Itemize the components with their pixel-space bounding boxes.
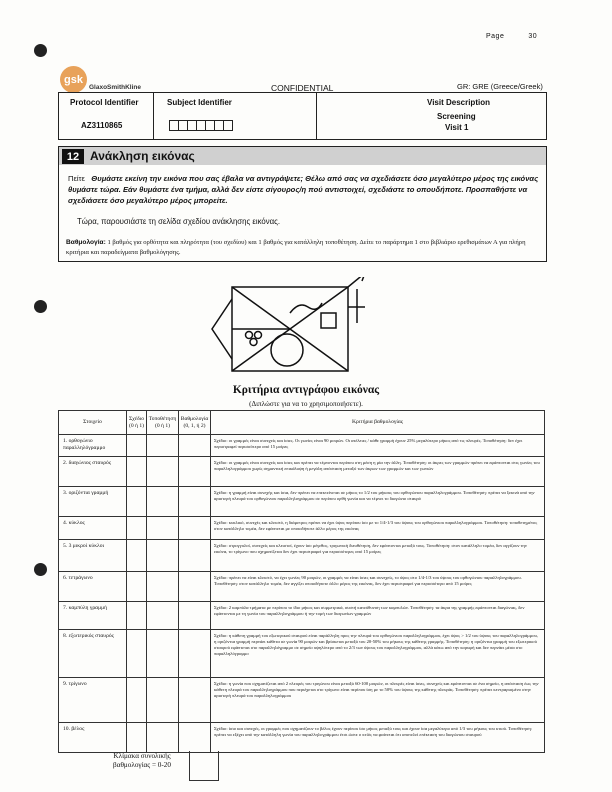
row-criteria: Σχέδιο: ίσιο και συνεχές, οι γραμμές που σχηματίζουν το βέλος έχουν περίπου ίσο μήκος μεταξύ τους και έχουν ίσα μεγαλύτερο από 1/3 του μήκους του κτιού. Τοποθέτηση: πρέπει να εξέχει από την κατάλληλη γωνία του παραλληλογράμμου έτσι ώστε ο κτίός να φαίνεται ότι αποτελεί επέκταση του διαγώνιου σταυρού <box>211 723 545 753</box>
row-element: 4. κύκλος <box>59 517 127 540</box>
protocol-label: Protocol Identifier <box>70 98 139 107</box>
row-element: 8. εξωτερικός σταυρός <box>59 630 127 678</box>
total-score-cell[interactable] <box>179 487 211 517</box>
subject-cell <box>154 93 317 139</box>
table-row <box>59 435 545 457</box>
row-criteria: Σχέδιο: πρέπει να είναι κλειστό, να έχει γωνίες 90 μοιρών, οι γραμμές να είναι ίσιες και συνεχείς, το ύψος στο 1/4-1/3 του ύψους του ορθογώνιου παραλληλογράμμου. Τοποθέτηση: στον κατάλληλο τομέα, δεν αγγίζει οποιοδήποτε άλλο μέρος της εικόνας, δεν έχει περιστραφεί για περισσότερο από 15 μοίρες <box>211 572 545 602</box>
protocol-cell <box>59 93 154 139</box>
say-label: Πείτε <box>68 174 85 183</box>
total-score-cell[interactable] <box>179 517 211 540</box>
reference-figure <box>207 277 372 380</box>
placement-score-cell[interactable] <box>147 517 179 540</box>
punch-hole <box>34 300 47 313</box>
placement-score-cell[interactable] <box>147 457 179 487</box>
row-criteria: Σχέδιο: οι γραμμές είναι συνεχείς και ίσιες. Οι γωνίες είναι 90 μοιρών. Οι ατέλειες / κάθε γραμμή έχουν 25% μεγαλύτερο μήκος από τις πλευρές. Τοποθέτηση: δεν έχει περιστραφεί περισσότερο από 15 μοίρες <box>211 435 545 457</box>
total-score-cell[interactable] <box>179 457 211 487</box>
table-row <box>59 487 545 517</box>
table-row <box>59 602 545 630</box>
gsk-logo <box>60 66 141 93</box>
col-header-drawing: Σχέδιο (0 ή 1) <box>127 411 147 435</box>
table-row <box>59 457 545 487</box>
drawing-score-cell[interactable] <box>127 630 147 678</box>
drawing-score-cell[interactable] <box>127 457 147 487</box>
figure-circle <box>271 334 303 366</box>
row-criteria: Σχέδιο: η γραμμή είναι συνεχής και ίσια, δεν πρέπει να επεκτείνεται σε μήκος το 1/2 του μήκους του ορθογώνιου παραλληλογράμμου. Τοποθέτηση: πρέπει να ξεκινά από την αριστερή πλευρά του ορθογώνιου παραλληλογράμμου σε περίπου ορθή γωνία και να τέμνει το διαγώνιο σταυρό <box>211 487 545 517</box>
total-score-box[interactable] <box>189 751 219 781</box>
section-title-bar <box>59 147 546 165</box>
placement-score-cell[interactable] <box>147 487 179 517</box>
figure-curved-line <box>290 303 322 313</box>
placement-score-cell[interactable] <box>147 435 179 457</box>
scoring-label: Βαθμολογία: <box>66 239 106 246</box>
col-header-score: Βαθμολογία (0, 1, ή 2) <box>179 411 211 435</box>
total-score-cell[interactable] <box>179 678 211 723</box>
visit-label: Visit Description <box>427 98 490 107</box>
table-row <box>59 678 545 723</box>
gsk-logo-icon: gsk <box>60 66 87 93</box>
scoring-text: 1 βαθμός για ορθότητα και πληρότητα (του σχεδίου) και 1 βαθμός για κατάλληλη τοποθέτηση. Δείτε το παράρτημα 1 στο βιβλιάριο ερεθισμάτων Α για πλήρη κριτήρια και παραδείγματα βαθμολόγησης. <box>66 239 526 256</box>
total-score-cell[interactable] <box>179 630 211 678</box>
section-12 <box>58 146 547 262</box>
placement-score-cell[interactable] <box>147 630 179 678</box>
protocol-value: AZ3110865 <box>81 121 123 130</box>
drawing-score-cell[interactable] <box>127 723 147 753</box>
table-row <box>59 517 545 540</box>
total-score-cell[interactable] <box>179 602 211 630</box>
section-instruction <box>68 173 542 206</box>
row-element: 1. ορθογώνιο παραλληλόγραμμο <box>59 435 127 457</box>
company-name: GlaxoSmithKline <box>89 84 142 91</box>
placement-score-cell[interactable] <box>147 678 179 723</box>
row-element: 6. τετράγωνο <box>59 572 127 602</box>
placement-score-cell[interactable] <box>147 572 179 602</box>
table-row <box>59 540 545 572</box>
row-element: 2. διαγώνιος σταυρός <box>59 457 127 487</box>
confidential-label: CONFIDENTIAL <box>271 83 334 93</box>
visit-value-screening: Screening <box>437 112 476 121</box>
section-title: Ανάκληση εικόνας <box>90 149 195 163</box>
row-criteria: Σχέδιο: η γωνία που σχηματίζεται από 2 πλευρές του τριγώνου είναι μεταξύ 60-100 μοιρών, οι πλευρές είναι ίσιες, συνεχείς και εφάπτονται σε ένα σημείο, η απόσταση έως την κάθετη πλευρά του παραλληλογράμμου που περιέχεται στο τρίγωνο είναι περίπου ίση με το 50% του ύψους της κάθετης πλευράς. Τοποθέτηση: πρέπει κεντραρισμένο στην αριστερή πλευρά του παραλληλογράμμου <box>211 678 545 723</box>
row-criteria: Σχέδιο: η κάθετη γραμμή του εξωτερικού σταυρού είναι παράλληλη προς την πλευρά του ορθογώνιου παραλληλογράμμου, έχει ύψος > 1/2 του ύψους του παραλληλογράμμου, η οριζόντια γραμμή περνάει κάθετα σε γωνία 90 μοιρών και βρίσκεται μεταξύ του 20-50% του μήκους της κάθετης γραμμής. Τοποθέτηση: η οριζόντια γραμμή του εξωτερικού σταυρού εφάπτεται στο παραλληλόγραμμο σε σημείο υψηλότερο από το 2/3 των ύψους του παραλληλογράμμου, αλλά κάτω από την κορυφή και δεν περνάει μέσα στο παραλληλόγραμμο <box>211 630 545 678</box>
drawing-score-cell[interactable] <box>127 435 147 457</box>
placement-score-cell[interactable] <box>147 602 179 630</box>
placement-score-cell[interactable] <box>147 723 179 753</box>
placement-score-cell[interactable] <box>147 540 179 572</box>
total-score-cell[interactable] <box>179 723 211 753</box>
row-element: 7. καμπύλη γραμμή <box>59 602 127 630</box>
punch-hole <box>34 44 47 57</box>
row-criteria: Σχέδιο: 2 καμπύλα τμήματα με περίπου το ίδιο μήκος και συμμετρικά, συστή κατεύθυνση των καμπυλών. Τοποθέτηση: τα άκρα της γραμμής εφάπτονται διαγώνιας, δεν εφάπτονται με τη γωνία του παραλληλογράμμου ή την τομή των διαγωνίων γραμμών <box>211 602 545 630</box>
total-score-line-2: βαθμολογίας = 0-20 <box>113 761 171 769</box>
table-row <box>59 630 545 678</box>
row-criteria: Σχέδιο: στρογγυλοί, συνεχείς και κλειστοί, έχουν ίσο μέγεθος, τριγωνική διευθέτηση, δεν εφάπτονται μεταξύ τους. Τοποθέτηση: στον κατάλληλο τομέα, δεν αγγίζουν την εικόνα, το τρίγωνο που σχηματίζεται δεν έχει περιστραφεί για περισσότερες από 15 μοίρες <box>211 540 545 572</box>
drawing-score-cell[interactable] <box>127 602 147 630</box>
row-element: 5. 3 μικροί κύκλοι <box>59 540 127 572</box>
figure-small-circle <box>250 339 257 346</box>
language-label: GR: GRE (Greece/Greek) <box>457 82 543 91</box>
criteria-subtitle: (Διπλώστε για να το χρησιμοποιήσετε). <box>249 400 363 408</box>
criteria-title: Κριτήρια αντιγράφου εικόνας <box>232 384 380 396</box>
punch-hole <box>34 563 47 576</box>
row-element: 9. τρίγωνο <box>59 678 127 723</box>
instruction-text: Θυμάστε εκείνη την εικόνα που σας έβαλα να αντιγράψετε; Θέλω από σας να σχεδιάσετε όσο μεγαλύτερο μέρος της εικόνας θυμάστε τώρα. Εάν θυμάστε ένα τμήμα, αλλά δεν είστε σίγουρος/η πού αντιστοιχεί, σχεδιάστε το οπουδήποτε. Προσπαθήστε να σχεδιάσετε όσο μεγαλύτερο μέρος μπορείτε. <box>68 174 539 205</box>
scoring-note <box>66 238 536 258</box>
protocol-header-table <box>58 92 547 140</box>
page-number: Page 30 <box>486 33 538 40</box>
drawing-score-cell[interactable] <box>127 517 147 540</box>
total-score-cell[interactable] <box>179 435 211 457</box>
drawing-score-cell[interactable] <box>127 572 147 602</box>
table-row <box>59 572 545 602</box>
figure-triangle <box>212 299 232 359</box>
total-score-label <box>96 752 188 770</box>
total-score-line-1: Κλίμακα συνολικής <box>113 752 171 760</box>
visit-value-number: Visit 1 <box>445 123 469 132</box>
row-element: 10. βέλος <box>59 723 127 753</box>
total-score-cell[interactable] <box>179 572 211 602</box>
visit-cell <box>317 93 548 139</box>
row-criteria: Σχέδιο: κυκλικό, συνεχές και κλειστό, η διάμετρος πρέπει να έχει ύψος περίπου ίσο με το 1/4-1/3 του ύψους του ορθογώνιου παραλληλογράμμου. Τοποθέτηση: τοποθετημένος στον κατάλληλο τομέα, δεν εφάπτεται με οποιοδήποτε άλλο μέρος της εικόνας <box>211 517 545 540</box>
drawing-score-cell[interactable] <box>127 540 147 572</box>
table-row <box>59 723 545 753</box>
figure-small-circle <box>246 332 253 339</box>
row-criteria: Σχέδιο: οι γραμμές είναι συνεχείς και ίσιες και πρέπει να τέμνονται περίπου στη μέση η μία την άλλη. Τοποθέτηση: οι άκρες των γραμμών πρέπει να εφάπτονται στις γωνίες του παραλληλογράμμου χωρίς σημαντική επικάλυψη ή μεγάλη απόσταση μεταξύ των άκρων των γραμμών και των γωνιών <box>211 457 545 487</box>
col-header-placement: Τοποθέτηση (0 ή 1) <box>147 411 179 435</box>
col-header-element: Στοιχείο <box>59 411 127 435</box>
figure-small-circle <box>255 332 262 339</box>
figure-square <box>321 313 336 328</box>
drawing-score-cell[interactable] <box>127 487 147 517</box>
total-score-cell[interactable] <box>179 540 211 572</box>
present-instruction: Τώρα, παρουσιάστε τη σελίδα σχεδίου ανάκλησης εικόνας. <box>77 217 281 226</box>
row-element: 3. οριζόντια γραμμή <box>59 487 127 517</box>
criteria-table <box>58 410 545 753</box>
drawing-score-cell[interactable] <box>127 678 147 723</box>
subject-id-boxes[interactable] <box>169 120 232 131</box>
section-number: 12 <box>62 149 84 164</box>
subject-label: Subject Identifier <box>167 98 232 107</box>
col-header-criteria: Κριτήρια βαθμολογίας <box>211 411 545 435</box>
